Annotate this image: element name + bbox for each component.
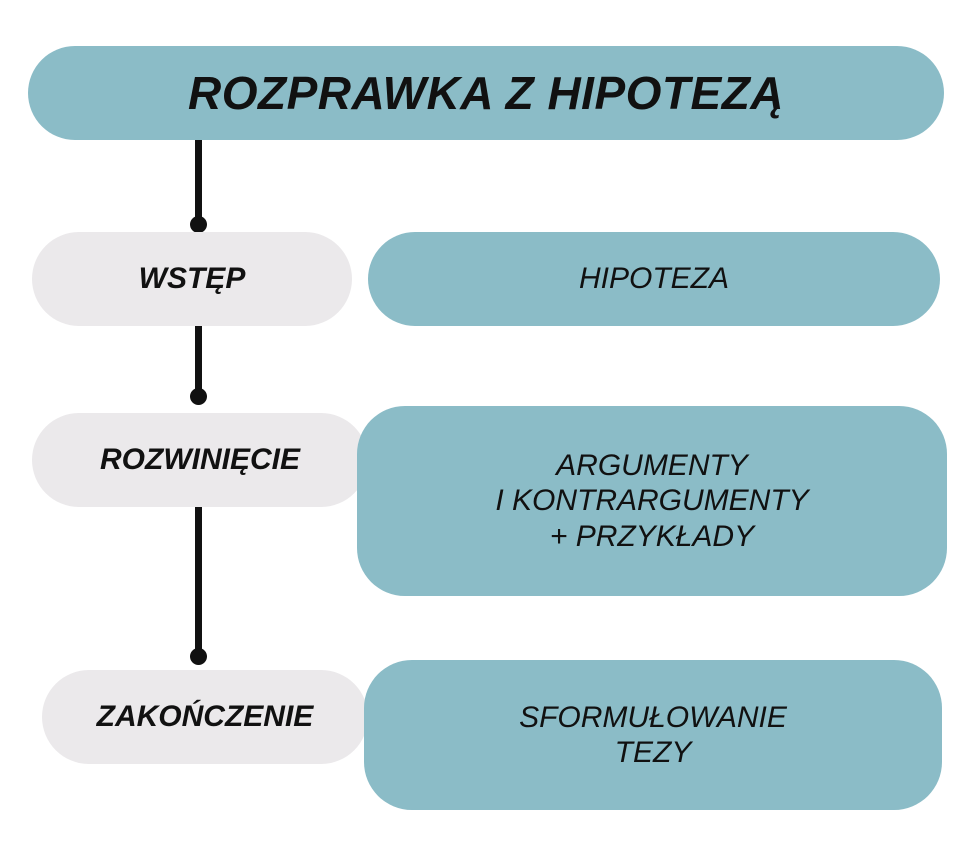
- content-line: TEZY: [614, 736, 692, 769]
- content-line: ARGUMENTY: [556, 448, 748, 482]
- connector-dot-3: [190, 648, 207, 665]
- stage-label-rozwiniecie: ROZWINIĘCIE: [32, 413, 368, 507]
- diagram-title: ROZPRAWKA Z HIPOTEZĄ: [28, 46, 944, 140]
- content-line: + PRZYKŁADY: [549, 519, 755, 553]
- stage-content-zakonczenie: [364, 660, 942, 810]
- connector-dot-1: [190, 216, 207, 233]
- stage-content-rozwiniecie: [357, 406, 947, 596]
- stage-content-wstep: [368, 232, 940, 326]
- connector-line-3: [195, 507, 202, 655]
- content-line: HIPOTEZA: [578, 262, 729, 296]
- connector-line-1: [195, 140, 202, 226]
- content-line: I KONTRARGUMENTY: [495, 484, 809, 518]
- connector-line-2: [195, 326, 202, 396]
- content-line: SFORMUŁOWANIE: [519, 700, 787, 734]
- stage-label-zakonczenie: ZAKOŃCZENIE: [42, 670, 368, 764]
- stage-label-wstep: WSTĘP: [32, 232, 352, 326]
- connector-dot-2: [190, 388, 207, 405]
